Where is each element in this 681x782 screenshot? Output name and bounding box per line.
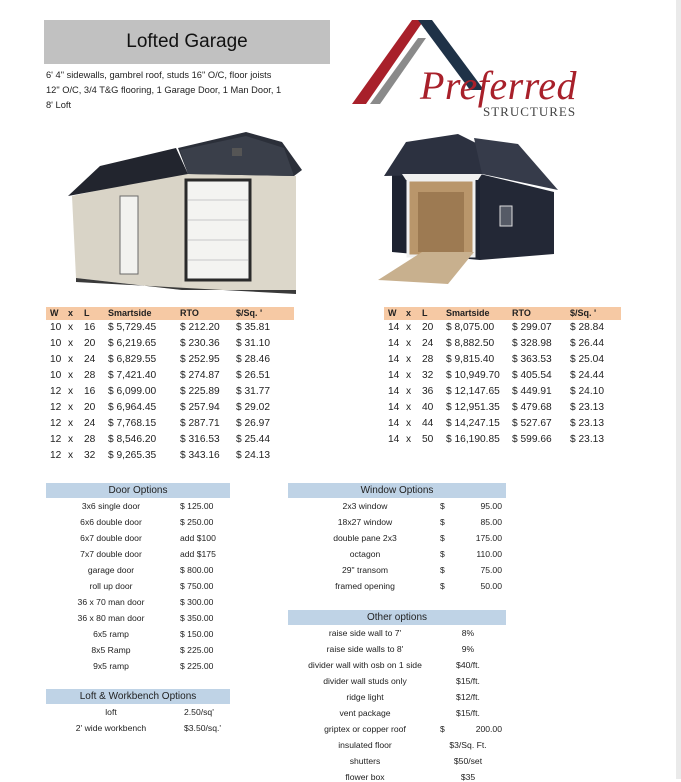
table-cell: 14 bbox=[388, 434, 400, 445]
table-cell: 14 bbox=[388, 418, 400, 429]
table-cell: 24 bbox=[422, 338, 434, 349]
table-cell: x bbox=[68, 338, 74, 349]
table-cell: x bbox=[406, 338, 412, 349]
table-cell: $ 5,729.45 bbox=[108, 322, 157, 333]
table-cell: $ 8,546.20 bbox=[108, 434, 157, 445]
table-cell: $ 35.81 bbox=[236, 322, 270, 333]
option-label: raise side wall to 7' bbox=[328, 628, 402, 638]
table-cell: $ 225.89 bbox=[180, 386, 220, 397]
option-label: 18x27 window bbox=[337, 517, 393, 527]
table-cell: $ 328.98 bbox=[512, 338, 552, 349]
option-label: 6x5 ramp bbox=[93, 629, 129, 639]
table-cell: 14 bbox=[388, 322, 400, 333]
option-value: $ 800.00 bbox=[180, 565, 214, 575]
option-currency: $ bbox=[440, 549, 445, 559]
description-line: 6' 4" sidewalls, gambrel roof, studs 16" O/C, floor joists bbox=[46, 70, 272, 80]
option-label: raise side walls to 8' bbox=[326, 644, 404, 654]
table-cell: x bbox=[68, 450, 74, 461]
option-value: $15/ft. bbox=[456, 676, 480, 686]
table-cell: $ 9,265.35 bbox=[108, 450, 157, 461]
option-label: 9x5 ramp bbox=[93, 661, 129, 671]
option-currency: $ bbox=[440, 501, 445, 511]
description-line: 8' Loft bbox=[46, 100, 72, 110]
table-header-cell: RTO bbox=[512, 308, 531, 318]
option-value: $ 300.00 bbox=[180, 597, 214, 607]
table-header-cell: x bbox=[68, 308, 74, 318]
table-cell: $ 230.36 bbox=[180, 338, 220, 349]
table-cell: $ 28.84 bbox=[570, 322, 604, 333]
option-label: double pane 2x3 bbox=[333, 533, 397, 543]
table-cell: 20 bbox=[422, 322, 434, 333]
option-value: 9% bbox=[461, 644, 475, 654]
window-options-header: Window Options bbox=[288, 483, 506, 498]
table-cell: $ 23.13 bbox=[570, 434, 604, 445]
option-value: $35 bbox=[460, 772, 476, 782]
table-cell: x bbox=[406, 354, 412, 365]
option-label: framed opening bbox=[335, 581, 395, 591]
table-cell: $ 7,421.40 bbox=[108, 370, 157, 381]
table-cell: 44 bbox=[422, 418, 434, 429]
option-label: 6x7 double door bbox=[80, 533, 142, 543]
table-cell: 24 bbox=[84, 354, 96, 365]
table-header-cell: $/Sq. ' bbox=[236, 308, 263, 318]
option-label: octagon bbox=[349, 549, 381, 559]
table-cell: 14 bbox=[388, 402, 400, 413]
table-cell: $ 274.87 bbox=[180, 370, 220, 381]
table-cell: $ 8,075.00 bbox=[446, 322, 495, 333]
table-cell: $ 316.53 bbox=[180, 434, 220, 445]
table-header-cell: W bbox=[388, 308, 397, 318]
option-label: vent package bbox=[339, 708, 391, 718]
option-label: divider wall with osb on 1 side bbox=[308, 660, 422, 670]
option-label: 2' wide workbench bbox=[75, 723, 147, 733]
option-label: roll up door bbox=[89, 581, 133, 591]
price-table-left bbox=[46, 307, 296, 467]
option-label: 6x6 double door bbox=[80, 517, 142, 527]
description bbox=[46, 68, 346, 113]
table-cell: $ 6,964.45 bbox=[108, 402, 157, 413]
table-cell: x bbox=[406, 418, 412, 429]
table-cell: x bbox=[68, 418, 74, 429]
table-cell: $ 31.77 bbox=[236, 386, 270, 397]
option-value: $3.50/sq.' bbox=[184, 723, 221, 733]
option-label: 36 x 80 man door bbox=[77, 613, 145, 623]
option-currency: $ bbox=[440, 724, 445, 734]
table-cell: 32 bbox=[422, 370, 434, 381]
option-value: $ 150.00 bbox=[180, 629, 214, 639]
table-cell: 16 bbox=[84, 322, 96, 333]
table-cell: $ 257.94 bbox=[180, 402, 220, 413]
option-value: 8% bbox=[461, 628, 475, 638]
option-value: $ 125.00 bbox=[180, 501, 214, 511]
table-cell: $ 479.68 bbox=[512, 402, 552, 413]
table-cell: 28 bbox=[84, 434, 96, 445]
table-cell: x bbox=[68, 322, 74, 333]
table-cell: $ 14,247.15 bbox=[446, 418, 500, 429]
option-currency: $ bbox=[440, 533, 445, 543]
table-cell: $ 449.91 bbox=[512, 386, 552, 397]
table-cell: $ 24.13 bbox=[236, 450, 270, 461]
table-cell: 50 bbox=[422, 434, 434, 445]
table-header-cell: $/Sq. ' bbox=[570, 308, 597, 318]
table-cell: $ 26.44 bbox=[570, 338, 604, 349]
option-label: 7x7 double door bbox=[80, 549, 142, 559]
option-value: 2.50/sq' bbox=[184, 707, 214, 717]
table-cell: 16 bbox=[84, 386, 96, 397]
title-banner bbox=[44, 20, 330, 64]
table-cell: $ 23.13 bbox=[570, 418, 604, 429]
table-cell: x bbox=[68, 354, 74, 365]
table-cell: $ 599.66 bbox=[512, 434, 552, 445]
table-cell: 14 bbox=[388, 338, 400, 349]
option-value: $ 750.00 bbox=[180, 581, 214, 591]
option-label: 29" transom bbox=[341, 565, 389, 575]
option-value: add $175 bbox=[180, 549, 216, 559]
other-options-header: Other options bbox=[288, 610, 506, 625]
option-label: 2x3 window bbox=[342, 501, 388, 511]
table-cell: x bbox=[406, 434, 412, 445]
table-header-cell: x bbox=[406, 308, 412, 318]
table-cell: $ 299.07 bbox=[512, 322, 552, 333]
table-header-cell: Smartside bbox=[108, 308, 152, 318]
table-cell: $ 9,815.40 bbox=[446, 354, 495, 365]
table-cell: $ 527.67 bbox=[512, 418, 552, 429]
table-header-cell: L bbox=[84, 308, 90, 318]
option-label: 8x5 Ramp bbox=[91, 645, 131, 655]
option-value: $12/ft. bbox=[456, 692, 480, 702]
table-cell: 14 bbox=[388, 354, 400, 365]
option-value: add $100 bbox=[180, 533, 216, 543]
page-title: Lofted Garage bbox=[126, 31, 248, 52]
logo-subtitle: STRUCTURES bbox=[483, 104, 577, 119]
table-cell: $ 24.44 bbox=[570, 370, 604, 381]
table-cell: 12 bbox=[50, 434, 62, 445]
option-value: 95.00 bbox=[480, 501, 502, 511]
table-cell: $ 23.13 bbox=[570, 402, 604, 413]
table-cell: x bbox=[68, 434, 74, 445]
door-options-header: Door Options bbox=[46, 483, 230, 498]
table-cell: 24 bbox=[84, 418, 96, 429]
table-cell: $ 29.02 bbox=[236, 402, 270, 413]
option-label: flower box bbox=[345, 772, 385, 782]
table-cell: $ 6,219.65 bbox=[108, 338, 157, 349]
option-label: 36 x 70 man door bbox=[77, 597, 145, 607]
table-cell: x bbox=[68, 402, 74, 413]
table-cell: x bbox=[406, 322, 412, 333]
table-cell: x bbox=[406, 402, 412, 413]
table-cell: $ 287.71 bbox=[180, 418, 220, 429]
option-value: $50/set bbox=[453, 756, 483, 766]
option-currency: $ bbox=[440, 517, 445, 527]
option-label: ridge light bbox=[346, 692, 384, 702]
option-value: $3/Sq. Ft. bbox=[449, 740, 487, 750]
table-cell: $ 363.53 bbox=[512, 354, 552, 365]
table-cell: 20 bbox=[84, 402, 96, 413]
option-value: 200.00 bbox=[475, 724, 502, 734]
table-cell: $ 28.46 bbox=[236, 354, 270, 365]
description-line: 12" O/C, 3/4 T&G flooring, 1 Garage Door, 1 Man Door, 1 bbox=[46, 85, 282, 95]
table-cell: $ 24.10 bbox=[570, 386, 604, 397]
table-cell: $ 8,882.50 bbox=[446, 338, 495, 349]
option-value: 110.00 bbox=[476, 549, 502, 559]
table-cell: $ 405.54 bbox=[512, 370, 552, 381]
option-label: loft bbox=[105, 707, 117, 717]
table-cell: 12 bbox=[50, 386, 62, 397]
table-cell: $ 6,829.55 bbox=[108, 354, 157, 365]
table-cell: 10 bbox=[50, 354, 62, 365]
table-cell: 12 bbox=[50, 418, 62, 429]
option-label: griptex or copper roof bbox=[324, 724, 406, 734]
table-header-cell: Smartside bbox=[446, 308, 490, 318]
table-cell: $ 16,190.85 bbox=[446, 434, 500, 445]
table-cell: x bbox=[68, 386, 74, 397]
table-cell: x bbox=[406, 386, 412, 397]
table-header-cell: W bbox=[50, 308, 59, 318]
logo-wordmark: Preferred bbox=[420, 63, 578, 108]
table-cell: x bbox=[406, 370, 412, 381]
price-table-right bbox=[384, 307, 624, 452]
option-value: $ 225.00 bbox=[180, 661, 214, 671]
table-cell: $ 212.20 bbox=[180, 322, 220, 333]
option-label: divider wall studs only bbox=[323, 676, 407, 686]
table-cell: $ 26.51 bbox=[236, 370, 270, 381]
table-cell: 20 bbox=[84, 338, 96, 349]
table-cell: 14 bbox=[388, 386, 400, 397]
table-cell: $ 10,949.70 bbox=[446, 370, 500, 381]
option-label: insulated floor bbox=[338, 740, 392, 750]
option-value: 85.00 bbox=[480, 517, 502, 527]
table-header-cell: L bbox=[422, 308, 428, 318]
table-cell: 14 bbox=[388, 370, 400, 381]
table-cell: 12 bbox=[50, 402, 62, 413]
table-cell: $ 6,099.00 bbox=[108, 386, 157, 397]
option-value: $15/ft. bbox=[456, 708, 480, 718]
option-value: 175.00 bbox=[475, 533, 502, 543]
option-currency: $ bbox=[440, 565, 445, 575]
table-cell: 32 bbox=[84, 450, 96, 461]
loft-options-header: Loft & Workbench Options bbox=[46, 689, 230, 704]
option-label: garage door bbox=[87, 565, 135, 575]
table-cell: $ 7,768.15 bbox=[108, 418, 157, 429]
page-edge bbox=[676, 0, 681, 779]
option-value: 50.00 bbox=[480, 581, 502, 591]
table-cell: 28 bbox=[84, 370, 96, 381]
option-value: 75.00 bbox=[480, 565, 502, 575]
table-cell: $ 25.04 bbox=[570, 354, 604, 365]
table-cell: $ 12,951.35 bbox=[446, 402, 500, 413]
option-label: shutters bbox=[349, 756, 381, 766]
option-currency: $ bbox=[440, 581, 445, 591]
table-cell: 28 bbox=[422, 354, 434, 365]
table-cell: 10 bbox=[50, 338, 62, 349]
lofted-garage-photo-black bbox=[378, 134, 564, 286]
table-header-cell: RTO bbox=[180, 308, 199, 318]
table-cell: 12 bbox=[50, 450, 62, 461]
table-cell: $ 25.44 bbox=[236, 434, 270, 445]
table-cell: 36 bbox=[422, 386, 434, 397]
table-cell: $ 252.95 bbox=[180, 354, 220, 365]
lofted-garage-photo-white bbox=[68, 128, 304, 296]
option-label: 3x6 single door bbox=[81, 501, 141, 511]
table-cell: $ 343.16 bbox=[180, 450, 220, 461]
option-value: $ 350.00 bbox=[180, 613, 214, 623]
table-cell: 40 bbox=[422, 402, 434, 413]
table-cell: $ 26.97 bbox=[236, 418, 270, 429]
table-cell: $ 31.10 bbox=[236, 338, 270, 349]
option-value: $ 250.00 bbox=[180, 517, 214, 527]
option-value: $ 225.00 bbox=[180, 645, 214, 655]
table-cell: 10 bbox=[50, 322, 62, 333]
table-cell: 10 bbox=[50, 370, 62, 381]
table-cell: $ 12,147.65 bbox=[446, 386, 500, 397]
option-value: $40/ft. bbox=[456, 660, 480, 670]
table-cell: x bbox=[68, 370, 74, 381]
